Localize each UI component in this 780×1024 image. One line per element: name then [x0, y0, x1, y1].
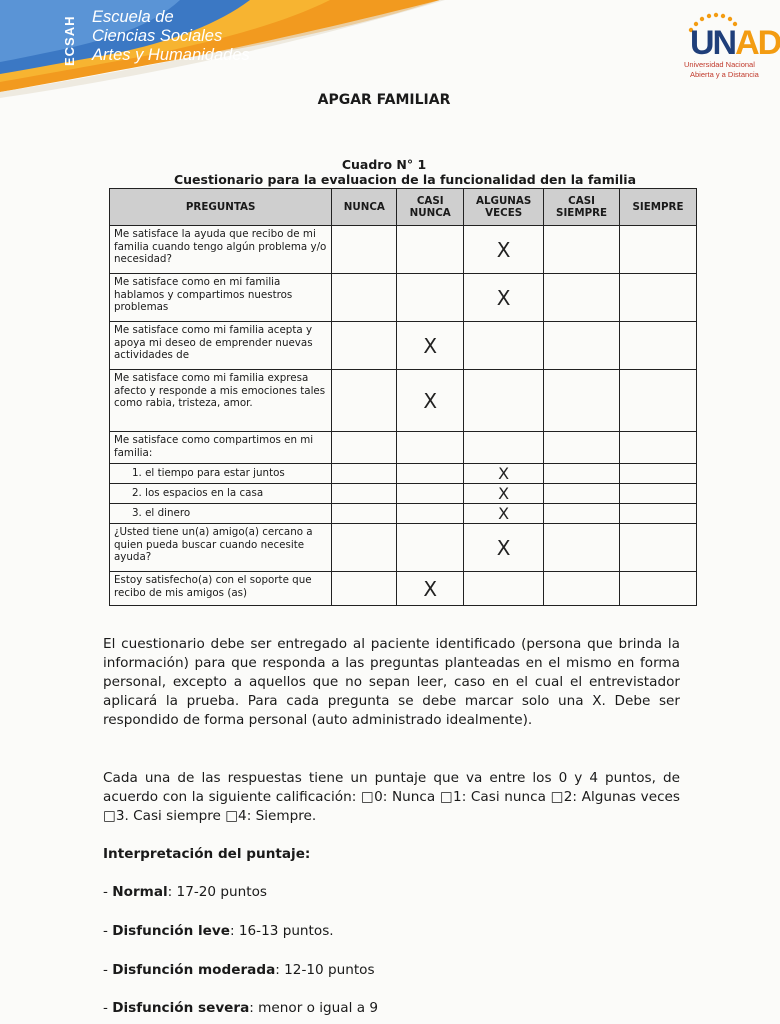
table-row — [110, 572, 697, 606]
interpretation-heading: Interpretación del puntaje: — [103, 846, 311, 862]
answer-cell — [620, 464, 697, 484]
answer-cell — [620, 524, 697, 572]
score-line-severa — [103, 1000, 378, 1016]
logo-subtitle-2: Abierta y a Distancia — [690, 70, 759, 79]
table-row — [110, 226, 697, 274]
score-value: : 12-10 puntos — [275, 962, 375, 978]
answer-cell — [332, 464, 397, 484]
answer-cell: X — [464, 484, 544, 504]
question-cell: Me satisface como mi familia expresa afecto y responde a mis emociones tales como rabia, tristeza, amor. — [110, 370, 332, 432]
score-prefix: - — [103, 884, 113, 900]
score-label: Normal — [112, 884, 168, 900]
question-cell: Me satisface como mi familia acepta y apoya mi deseo de emprender nuevas actividades de — [110, 322, 332, 370]
answer-cell — [332, 370, 397, 432]
answer-cell — [332, 432, 397, 464]
answer-cell — [464, 572, 544, 606]
answer-cell — [332, 484, 397, 504]
score-line-leve — [103, 923, 334, 939]
score-value: : menor o igual a 9 — [249, 1000, 379, 1016]
answer-cell — [544, 464, 620, 484]
answer-cell — [332, 274, 397, 322]
col-header-casi-nunca: CASI NUNCA — [397, 189, 464, 226]
school-line: Artes y Humanidades — [92, 46, 250, 64]
score-label: Disfunción moderada — [112, 962, 276, 978]
answer-cell — [397, 524, 464, 572]
answer-cell — [397, 464, 464, 484]
ecsah-vertical-label: ECSAH — [62, 15, 77, 67]
table-row — [110, 322, 697, 370]
question-cell: Me satisface como compartimos en mi familia: — [110, 432, 332, 464]
answer-cell — [620, 322, 697, 370]
answer-cell: X — [397, 322, 464, 370]
answer-cell — [397, 484, 464, 504]
answer-cell: X — [464, 226, 544, 274]
table-caption-title: Cuestionario para la evaluacion de la funcionalidad den la familia — [173, 172, 637, 187]
answer-cell — [397, 504, 464, 524]
scoring-paragraph: Cada una de las respuestas tiene un puntaje que va entre los 0 y 4 puntos, de acuerdo con la siguiente calificación: □0: Nunca □1: Casi nunca □2: Algunas veces □3. Casi siempre □4: Siempre. — [103, 770, 680, 824]
answer-cell — [544, 274, 620, 322]
answer-cell — [544, 322, 620, 370]
answer-cell — [397, 432, 464, 464]
answer-cell — [620, 504, 697, 524]
answer-cell — [464, 432, 544, 464]
score-value: : 16-13 puntos. — [229, 923, 334, 939]
table-row — [110, 370, 697, 432]
col-header-nunca: NUNCA — [332, 189, 397, 226]
table-row — [110, 464, 697, 484]
answer-cell: X — [464, 504, 544, 524]
table-row — [110, 504, 697, 524]
answer-cell: X — [464, 274, 544, 322]
question-cell: Me satisface la ayuda que recibo de mi familia cuando tengo algún problema y/o necesidad? — [110, 226, 332, 274]
answer-cell — [544, 226, 620, 274]
table-row — [110, 484, 697, 504]
table-row — [110, 432, 697, 464]
question-cell: ¿Usted tiene un(a) amigo(a) cercano a quien pueda buscar cuando necesite ayuda? — [110, 524, 332, 572]
answer-cell: X — [464, 464, 544, 484]
question-cell: 1. el tiempo para estar juntos — [110, 464, 332, 484]
answer-cell — [620, 484, 697, 504]
answer-cell — [544, 504, 620, 524]
question-cell: Me satisface como en mi familia hablamos y compartimos nuestros problemas — [110, 274, 332, 322]
answer-cell — [464, 370, 544, 432]
table-header-row — [110, 189, 697, 226]
logo-accent: AD — [735, 24, 780, 62]
col-header-siempre: SIEMPRE — [620, 189, 697, 226]
answer-cell: X — [464, 524, 544, 572]
instructions-paragraph: El cuestionario debe ser entregado al paciente identificado (persona que brinda la información) para que responda a las preguntas planteadas en el mismo en forma personal, excepto a aquellos que no sepan leer, caso en el cual el entrevistador aplicará la prueba. Para cada pregunta se debe marcar solo una X. Debe ser respondido de forma personal (auto administrado idealmente). — [103, 636, 680, 728]
answer-cell — [332, 504, 397, 524]
answer-cell — [332, 572, 397, 606]
answer-cell: X — [397, 572, 464, 606]
answer-cell — [544, 524, 620, 572]
answer-cell — [332, 322, 397, 370]
score-prefix: - — [103, 1000, 113, 1016]
col-header-casi-siempre: CASI SIEMPRE — [544, 189, 620, 226]
score-prefix: - — [103, 923, 113, 939]
answer-cell — [397, 226, 464, 274]
answer-cell: X — [397, 370, 464, 432]
answer-cell — [620, 274, 697, 322]
school-line: Escuela de — [92, 8, 174, 26]
col-header-algunas-veces: ALGUNAS VECES — [464, 189, 544, 226]
document-title: APGAR FAMILIAR — [317, 92, 451, 108]
table-caption-number: Cuadro N° 1 — [341, 157, 427, 172]
answer-cell — [332, 524, 397, 572]
school-name — [92, 8, 250, 65]
unad-logo-text — [690, 24, 780, 63]
question-cell: 3. el dinero — [110, 504, 332, 524]
score-prefix: - — [103, 962, 113, 978]
answer-cell — [620, 572, 697, 606]
logo-subtitle-1: Universidad Nacional — [684, 60, 755, 69]
question-cell: Estoy satisfecho(a) con el soporte que recibo de mis amigos (as) — [110, 572, 332, 606]
score-label: Disfunción severa — [112, 1000, 250, 1016]
answer-cell — [544, 432, 620, 464]
school-line: Ciencias Sociales — [92, 27, 223, 45]
col-header-preguntas: PREGUNTAS — [110, 189, 332, 226]
answer-cell — [620, 226, 697, 274]
logo-main: UN — [690, 24, 736, 62]
answer-cell — [544, 370, 620, 432]
score-line-moderada — [103, 962, 375, 978]
answer-cell — [397, 274, 464, 322]
score-label: Disfunción leve — [112, 923, 230, 939]
score-value: : 17-20 puntos — [167, 884, 267, 900]
answer-cell — [544, 572, 620, 606]
answer-cell — [332, 226, 397, 274]
question-cell: 2. los espacios en la casa — [110, 484, 332, 504]
apgar-table — [109, 188, 697, 606]
score-line-normal — [103, 884, 267, 900]
answer-cell — [464, 322, 544, 370]
answer-cell — [620, 370, 697, 432]
table-row — [110, 274, 697, 322]
answer-cell — [544, 484, 620, 504]
answer-cell — [620, 432, 697, 464]
table-row — [110, 524, 697, 572]
